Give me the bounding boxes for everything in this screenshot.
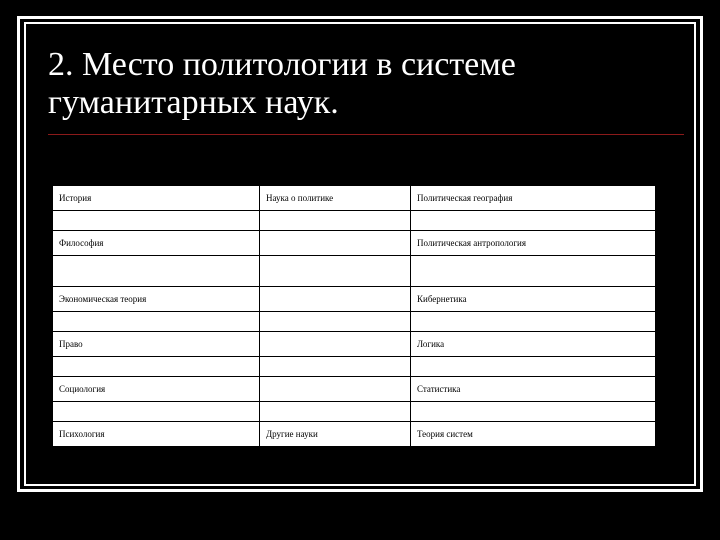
table-cell — [53, 210, 260, 230]
table-row — [53, 210, 656, 230]
table-cell: Политическая антропология — [411, 231, 656, 256]
slide-title: 2. Место политологии в системе гуманитарных наук. — [48, 46, 516, 121]
table-cell — [53, 255, 260, 286]
table-cell — [260, 356, 411, 376]
sciences-table — [52, 185, 656, 447]
table-cell: Психология — [53, 422, 260, 447]
table-row — [53, 231, 656, 256]
table-row — [53, 286, 656, 311]
table-cell: Политическая география — [411, 186, 656, 211]
table-cell — [260, 311, 411, 331]
table-cell: Философия — [53, 231, 260, 256]
table-cell — [411, 311, 656, 331]
table-cell: Право — [53, 332, 260, 357]
table-row — [53, 332, 656, 357]
table-row — [53, 401, 656, 421]
table-cell: Другие науки — [260, 422, 411, 447]
table-cell — [411, 210, 656, 230]
table-cell: Экономическая теория — [53, 286, 260, 311]
table-row — [53, 377, 656, 402]
table-cell: Логика — [411, 332, 656, 357]
table-cell — [260, 210, 411, 230]
table-cell — [411, 401, 656, 421]
table-row — [53, 255, 656, 286]
table-cell — [53, 401, 260, 421]
table-row — [53, 311, 656, 331]
table-cell: Статистика — [411, 377, 656, 402]
table-cell: Наука о политике — [260, 186, 411, 211]
table-cell — [53, 311, 260, 331]
table-cell: Кибернетика — [411, 286, 656, 311]
table-cell — [53, 356, 260, 376]
table-cell — [260, 401, 411, 421]
table-row — [53, 356, 656, 376]
table-cell — [260, 231, 411, 256]
table-cell — [260, 332, 411, 357]
table-cell — [260, 377, 411, 402]
table-row — [53, 186, 656, 211]
table-cell: Теория систем — [411, 422, 656, 447]
title-divider — [48, 134, 684, 135]
table-cell — [411, 255, 656, 286]
table-cell: Социология — [53, 377, 260, 402]
table-cell: История — [53, 186, 260, 211]
table-cell — [260, 255, 411, 286]
table-row — [53, 422, 656, 447]
table-cell — [260, 286, 411, 311]
table-cell — [411, 356, 656, 376]
